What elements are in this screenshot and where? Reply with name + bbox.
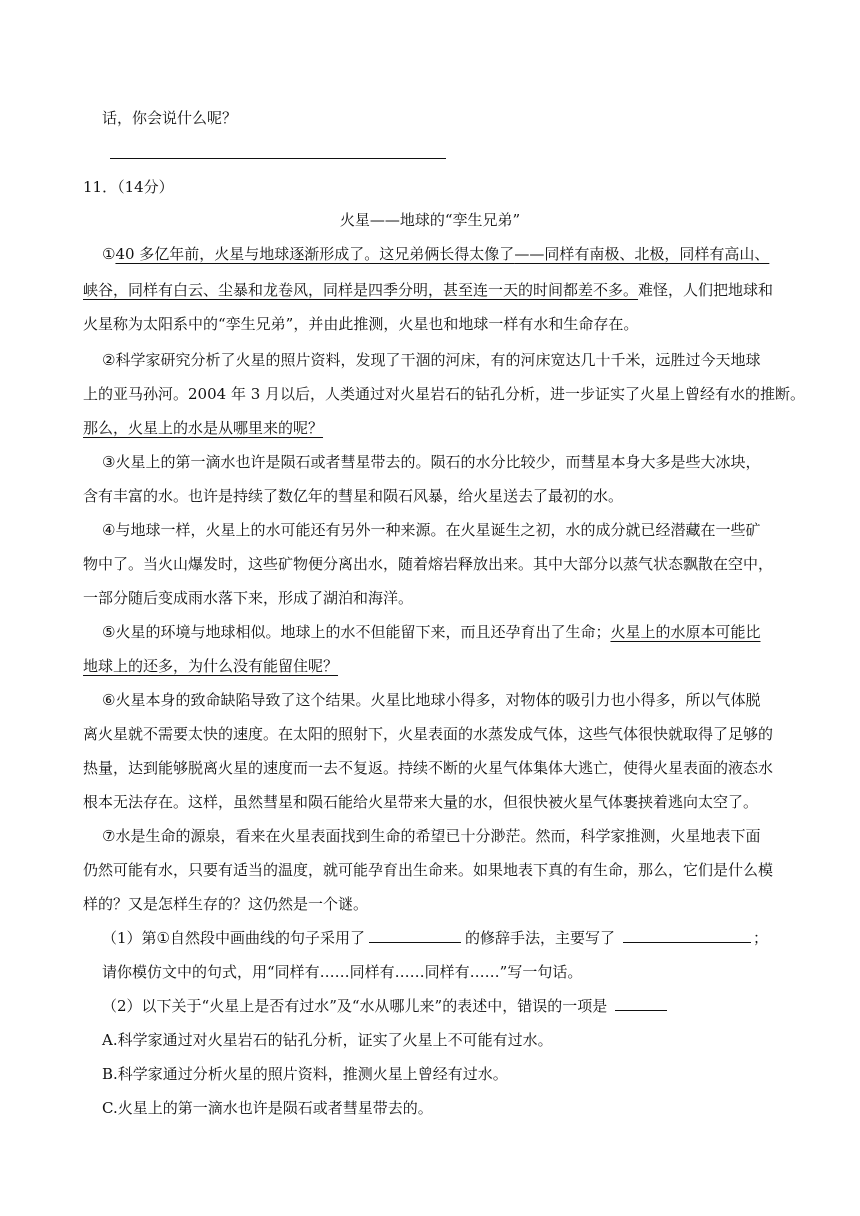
curved-sentence: ——同样有南极、北极，同样有高山、 — [514, 245, 770, 263]
subquestion-1-line-1: （1）第①自然段中画曲线的句子采用了 的修辞手法，主要写了 ； — [102, 929, 769, 947]
paragraph-number: ② — [102, 351, 116, 369]
option-b: B.科学家通过分析火星的照片资料，推测火星上曾经有过水。 — [102, 1065, 508, 1083]
passage-title: 火星——地球的“孪生兄弟” — [339, 211, 521, 229]
content-answer-blank[interactable] — [623, 928, 751, 943]
paragraph-4-line-3: 一部分随后变成雨水落下来，形成了湖泊和海洋。 — [83, 589, 414, 607]
underlined-question: 那么，火星上的水是从哪里来的呢？ — [83, 419, 324, 437]
paragraph-number: ⑥ — [102, 691, 116, 709]
subquestion-2-stem: （2）以下关于“火星上是否有过水”及“水从哪儿来”的表述中，错误的一项是 — [102, 996, 667, 1016]
paragraph-number: ⑤ — [102, 623, 116, 641]
answer-line — [110, 158, 446, 159]
paragraph-2-line-1: ②科学家研究分析了火星的照片资料，发现了干涸的河床，有的河床宽达几十千米，远胜过今天地球 — [102, 351, 761, 369]
paragraph-1-line-3: 火星称为太阳系中的“孪生兄弟”，并由此推测，火星也和地球一样有水和生命存在。 — [83, 315, 639, 333]
paragraph-4-line-1: ④与地球一样，火星上的水可能还有另外一种来源。在火星诞生之初，水的成分就已经潜藏在一些矿 — [102, 521, 761, 539]
paragraph-4-line-2: 物中了。当火山爆发时，这些矿物便分离出水，随着熔岩释放出来。其中大部分以蒸气状态飘散在空中， — [83, 555, 774, 573]
underlined-question: 火星上的水原本可能比 — [610, 623, 761, 641]
underlined-question: 地球上的还多，为什么没有能留住呢？ — [83, 657, 339, 675]
paragraph-number: ③ — [102, 453, 116, 471]
paragraph-5-line-2 — [83, 656, 338, 676]
choice-answer-blank[interactable] — [615, 996, 667, 1011]
paragraph-6-line-2: 离火星就不需要太快的速度。在太阳的照射下，火星表面的水蒸发成气体，这些气体很快就取得了足够的 — [83, 725, 774, 743]
paragraph-number: ④ — [102, 521, 116, 539]
paragraph-6-line-4: 根本无法存在。这样，虽然彗星和陨石能给火星带来大量的水，但很快被火星气体裹挟着逃向太空了。 — [83, 793, 759, 811]
curved-sentence: 40 多亿年前，火星与地球逐渐形成了。这兄弟俩长得太像了 — [115, 245, 515, 263]
subquestion-1-line-2: 请你模仿文中的句式，用“同样有……同样有……同样有……”写一句话。 — [102, 963, 583, 981]
curved-sentence: 峡谷，同样有白云、尘暴和龙卷风，同样是四季分明，甚至连一天的时间都差不多。 — [83, 281, 639, 299]
paragraph-2-line-3 — [83, 418, 323, 438]
paragraph-1-line-1 — [102, 244, 769, 264]
paragraph-1-line-2: 峡谷，同样有白云、尘暴和龙卷风，同样是四季分明，甚至连一天的时间都差不多。难怪，人们把地球和 — [83, 281, 774, 299]
paragraph-2-line-2: 上的亚马孙河。2004 年 3 月以后，人类通过对火星岩石的钻孔分析，进一步证实了火星上曾经有水的推断。 — [83, 385, 806, 403]
previous-question-text: 话，你会说什么呢？ — [102, 109, 238, 127]
option-a: A.科学家通过对火星岩石的钻孔分析，证实了火星上不可能有过水。 — [102, 1031, 553, 1049]
paragraph-6-line-3: 热量，达到能够脱离火星的速度而一去不复返。持续不断的火星气体集体大逃亡，使得火星表面的液态水 — [83, 759, 774, 777]
paragraph-number: ① — [156, 929, 170, 947]
option-c: C.火星上的第一滴水也许是陨石或者彗星带去的。 — [102, 1099, 433, 1117]
paragraph-number: ⑦ — [102, 827, 116, 845]
paragraph-7-line-3: 样的？又是怎样生存的？这仍然是一个谜。 — [83, 895, 369, 913]
paragraph-6-line-1: ⑥火星本身的致命缺陷导致了这个结果。火星比地球小得多，对物体的吸引力也小得多，所以气体脱 — [102, 691, 761, 709]
paragraph-number: ① — [102, 245, 116, 263]
paragraph-5-line-1: ⑤火星的环境与地球相似。地球上的水不但能留下来，而且还孕育出了生命；火星上的水原本可能比 — [102, 623, 761, 641]
paragraph-7-line-2: 仍然可能有水，只要有适当的温度，就可能孕育出生命来。如果地表下真的有生命，那么，它们是什么模 — [83, 861, 774, 879]
paragraph-3-line-1: ③火星上的第一滴水也许是陨石或者彗星带去的。陨石的水分比较少，而彗星本身大多是些大冰块， — [102, 453, 761, 471]
paragraph-3-line-2: 含有丰富的水。也许是持续了数亿年的彗星和陨石风暴，给火星送去了最初的水。 — [83, 487, 624, 505]
rhetoric-answer-blank[interactable] — [369, 928, 461, 943]
paragraph-7-line-1: ⑦水是生命的源泉，看来在火星表面找到生命的希望已十分渺茫。然而，科学家推测，火星地表下面 — [102, 827, 761, 845]
question-header: 11．（14分） — [83, 178, 174, 196]
